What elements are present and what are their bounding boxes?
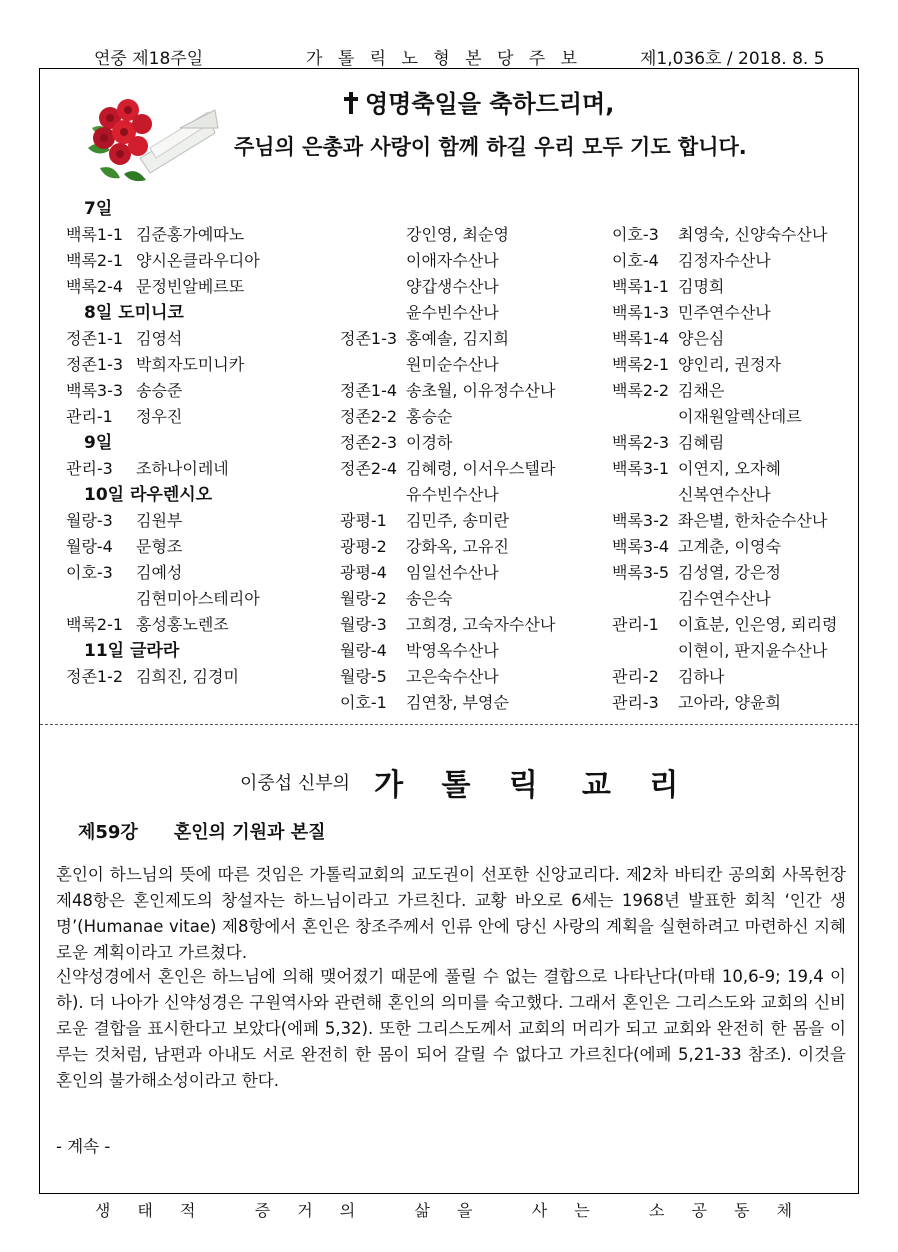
- district-code: 광평-4: [340, 563, 387, 582]
- district-code: 백록3-5: [612, 563, 670, 582]
- district-code: 백록3-3: [66, 381, 124, 400]
- district-code: 관리-3: [612, 693, 659, 712]
- catechism-heading: [240, 760, 692, 804]
- parishioner-names: 이재원알렉산데르: [678, 407, 802, 426]
- feast-list-item: [612, 612, 838, 638]
- lesson-heading: [78, 818, 325, 844]
- parishioner-names: 홍성홍노렌조: [136, 615, 229, 634]
- feast-list-item: [340, 456, 556, 482]
- parishioner-names: 신복연수산나: [678, 485, 771, 504]
- feast-list-item: [612, 326, 725, 352]
- parishioner-names: 민주연수산나: [678, 303, 771, 322]
- district-code: 월랑-5: [340, 667, 387, 686]
- parishioner-names: 정우진: [136, 407, 183, 426]
- header-center: 가 톨 릭 노 형 본 당 주 보: [306, 49, 583, 69]
- district-code: 백록2-1: [612, 355, 670, 374]
- feast-list-item: [66, 560, 183, 586]
- parishioner-names: 이경하: [406, 433, 453, 452]
- parishioner-names: 강화옥, 고유진: [406, 537, 509, 556]
- district-code: 이호-3: [612, 225, 659, 244]
- parishioner-names: 김원부: [136, 511, 183, 530]
- feast-list-item: [340, 404, 453, 430]
- parishioner-names: 김희진, 김경미: [136, 667, 239, 686]
- parishioner-names: 원미순수산나: [406, 355, 499, 374]
- feast-list-item: [66, 508, 183, 534]
- parishioner-names: 조하나이레네: [136, 459, 229, 478]
- parishioner-names: 임일선수산나: [406, 563, 499, 582]
- district-code: 월랑-3: [66, 511, 113, 530]
- parishioner-names: 김준홍가예따노: [136, 225, 245, 244]
- district-code: 백록2-2: [612, 381, 670, 400]
- lesson-number: 제59강: [78, 822, 138, 843]
- district-code: 관리-2: [612, 667, 659, 686]
- feast-day-label: 10일 라우렌시오: [84, 485, 213, 505]
- parishioner-names: 양인리, 권정자: [678, 355, 781, 374]
- district-code: 관리-1: [66, 407, 113, 426]
- district-code: 월랑-3: [340, 615, 387, 634]
- footer-motto: 생 태 적 증 거 의 삶 을 사 는 소 공 동 체: [94, 1201, 804, 1220]
- parishioner-names: 김현미아스테리아: [136, 589, 260, 608]
- feast-list-item: [340, 378, 556, 404]
- parishioner-names: 양은심: [678, 329, 725, 348]
- parishioner-names: 김정자수산나: [678, 251, 771, 270]
- parishioner-names: 고계춘, 이영숙: [678, 537, 781, 556]
- district-code: 관리-1: [612, 615, 659, 634]
- parishioner-names: 강인영, 최순영: [406, 225, 509, 244]
- district-code: 광평-2: [340, 537, 387, 556]
- continued-note: - 계속 -: [56, 1137, 111, 1156]
- parishioner-names: 홍예솔, 김지희: [406, 329, 509, 348]
- feast-list-item: [66, 612, 229, 638]
- parishioner-names: 김혜림: [678, 433, 725, 452]
- district-code: 광평-1: [340, 511, 387, 530]
- parishioner-names: 유수빈수산나: [406, 485, 499, 504]
- catechism-title-a: 가 톨 릭: [374, 768, 552, 803]
- parishioner-names: 양갑생수산나: [406, 277, 499, 296]
- feast-day-label: 8일 도미니코: [84, 303, 184, 323]
- parishioner-names: 고희경, 고숙자수산나: [406, 615, 556, 634]
- district-code: 월랑-2: [340, 589, 387, 608]
- parishioner-names: 김채은: [678, 381, 725, 400]
- feast-list-item: [612, 690, 781, 716]
- district-code: 정존1-2: [66, 667, 124, 686]
- feast-list-item: [612, 352, 781, 378]
- greeting-title: [343, 84, 614, 119]
- feast-list-item: [66, 456, 229, 482]
- feast-list-item: [340, 690, 509, 716]
- parishioner-names: 이현이, 판지윤수산나: [678, 641, 828, 660]
- feast-list-item: [340, 430, 453, 456]
- district-code: 이호-4: [612, 251, 659, 270]
- feast-list-item: [340, 560, 499, 586]
- feast-list-item: [66, 352, 245, 378]
- parishioner-names: 김명희: [678, 277, 725, 296]
- parishioner-names: 김민주, 송미란: [406, 511, 509, 530]
- feast-list-item: [612, 274, 725, 300]
- parishioner-names: 문정빈알베르또: [136, 277, 245, 296]
- district-code: 정존2-4: [340, 459, 398, 478]
- district-code: 백록2-1: [66, 615, 124, 634]
- parishioner-names: 김영석: [136, 329, 183, 348]
- district-code: 이호-1: [340, 693, 387, 712]
- feast-list-item: [66, 274, 245, 300]
- parishioner-names: 송은숙: [406, 589, 453, 608]
- parishioner-names: 이연지, 오자혜: [678, 459, 781, 478]
- district-code: 정존2-2: [340, 407, 398, 426]
- district-code: 백록3-2: [612, 511, 670, 530]
- feast-list-item: [340, 326, 509, 352]
- feast-list-item: [612, 664, 725, 690]
- feast-list-item: [340, 586, 453, 612]
- feast-list-item: [340, 534, 509, 560]
- feast-list-item: [340, 664, 499, 690]
- feast-list-item: [612, 248, 771, 274]
- feast-day-heading: [66, 482, 212, 508]
- feast-list-item: [612, 456, 781, 482]
- district-code: 백록2-3: [612, 433, 670, 452]
- feast-list-item: [340, 508, 509, 534]
- feast-list-item: [66, 378, 183, 404]
- parishioner-names: 최영숙, 신양숙수산나: [678, 225, 828, 244]
- feast-list-item: [612, 378, 725, 404]
- district-code: 백록2-4: [66, 277, 124, 296]
- feast-list-item: [612, 222, 828, 248]
- parishioner-names: 이애자수산나: [406, 251, 499, 270]
- feast-day-label: 9일: [84, 433, 113, 453]
- feast-list-item: [66, 534, 183, 560]
- parishioner-names: 좌은별, 한차순수산나: [678, 511, 828, 530]
- feast-list-item: [66, 222, 245, 248]
- parishioner-names: 문형조: [136, 537, 183, 556]
- feast-list-item: [612, 534, 781, 560]
- feast-day-heading: [66, 300, 184, 326]
- district-code: 백록1-1: [612, 277, 670, 296]
- parishioner-names: 윤수빈수산나: [406, 303, 499, 322]
- parishioner-names: 이효분, 인은영, 뢰리령: [678, 615, 838, 634]
- catechism-author: 이중섭 신부의: [240, 773, 351, 794]
- district-code: 월랑-4: [340, 641, 387, 660]
- parishioner-names: 김성열, 강은정: [678, 563, 781, 582]
- district-code: 정존1-3: [340, 329, 398, 348]
- parishioner-names: 김예성: [136, 563, 183, 582]
- feast-day-heading: [66, 430, 112, 456]
- feast-list-item: [340, 612, 556, 638]
- parishioner-names: 박희자도미니카: [136, 355, 245, 374]
- feast-list-item: [612, 508, 828, 534]
- section-divider: [40, 724, 858, 725]
- feast-day-label: 7일: [84, 199, 113, 219]
- district-code: 백록3-4: [612, 537, 670, 556]
- feast-list-item: [66, 326, 183, 352]
- feast-list-item: [66, 404, 183, 430]
- lesson-title: 혼인의 기원과 본질: [173, 822, 326, 843]
- district-code: 정존1-1: [66, 329, 124, 348]
- district-code: 정존1-4: [340, 381, 398, 400]
- parishioner-names: 양시온클라우디아: [136, 251, 260, 270]
- district-code: 정존2-3: [340, 433, 398, 452]
- header-right: 제1,036호 / 2018. 8. 5: [640, 49, 825, 69]
- district-code: 백록2-1: [66, 251, 124, 270]
- cross-icon: [343, 92, 359, 114]
- parishioner-names: 고은숙수산나: [406, 667, 499, 686]
- catechism-title-b: 교 리: [581, 768, 693, 803]
- parishioner-names: 송승준: [136, 381, 183, 400]
- parishioner-names: 김연창, 부영순: [406, 693, 509, 712]
- feast-day-heading: [66, 638, 179, 664]
- feast-day-heading: [66, 196, 112, 222]
- district-code: 백록1-1: [66, 225, 124, 244]
- catechism-paragraph-2: 신약성경에서 혼인은 하느님에 의해 맺어졌기 때문에 풀릴 수 없는 결합으로 나타난다(마태 10,6-9; 19,4 이하). 더 나아가 신약성경은 구원역사와 관련해 혼인의 의미를 숙고했다. 그래서 혼인은 그리스도와 교회의 신비로운 결합을 표시한다고 보았다(에페 5,32). 또한 그리스도께서 교회의 머리가 되고 교회와 완전히 한 몸을 이루는 것처럼, 남편과 아내도 서로 완전히 한 몸이 되어 갈릴 수 없다고 가르친다(에페 5,21-33 참조). 이것을 혼인의 불가해소성이라고 한다.: [56, 967, 846, 1090]
- header-left: 연중 제18주일: [94, 49, 204, 69]
- parishioner-names: 김혜령, 이서우스텔라: [406, 459, 556, 478]
- greeting-line1: 영명축일을 축하드리며,: [365, 90, 615, 118]
- greeting-line2: 주님의 은총과 사랑이 함께 하길 우리 모두 기도 합니다.: [234, 135, 747, 159]
- district-code: 백록3-1: [612, 459, 670, 478]
- feast-list-item: [66, 248, 260, 274]
- feast-list-item: [612, 300, 771, 326]
- district-code: 백록1-3: [612, 303, 670, 322]
- feast-list-item: [612, 560, 781, 586]
- parishioner-names: 김하나: [678, 667, 725, 686]
- parishioner-names: 고아라, 양윤희: [678, 693, 781, 712]
- parishioner-names: 박영옥수산나: [406, 641, 499, 660]
- district-code: 정존1-3: [66, 355, 124, 374]
- parishioner-names: 홍승순: [406, 407, 453, 426]
- parishioner-names: 송초월, 이유정수산나: [406, 381, 556, 400]
- feast-list-item: [66, 664, 239, 690]
- district-code: 이호-3: [66, 563, 113, 582]
- parishioner-names: 김수연수산나: [678, 589, 771, 608]
- district-code: 백록1-4: [612, 329, 670, 348]
- rose-bouquet-illustration: [80, 88, 220, 188]
- catechism-paragraph-1: 혼인이 하느님의 뜻에 따른 것임은 가톨릭교회의 교도권이 선포한 신앙교리다. 제2차 바티칸 공의회 사목헌장 제48항은 혼인제도의 창설자는 하느님이라고 가르친다. 교황 바오로 6세는 1968년 발표한 회칙 ‘인간 생명’(Humanae vitae) 제8항에서 혼인은 창조주께서 인류 안에 당신 사랑의 계획을 실현하려고 마련하신 지혜로운 계획이라고 가르쳤다.: [56, 865, 846, 962]
- feast-day-label: 11일 글라라: [84, 641, 180, 661]
- feast-list-item: [340, 638, 499, 664]
- feast-list-item: [612, 430, 725, 456]
- district-code: 월랑-4: [66, 537, 113, 556]
- district-code: 관리-3: [66, 459, 113, 478]
